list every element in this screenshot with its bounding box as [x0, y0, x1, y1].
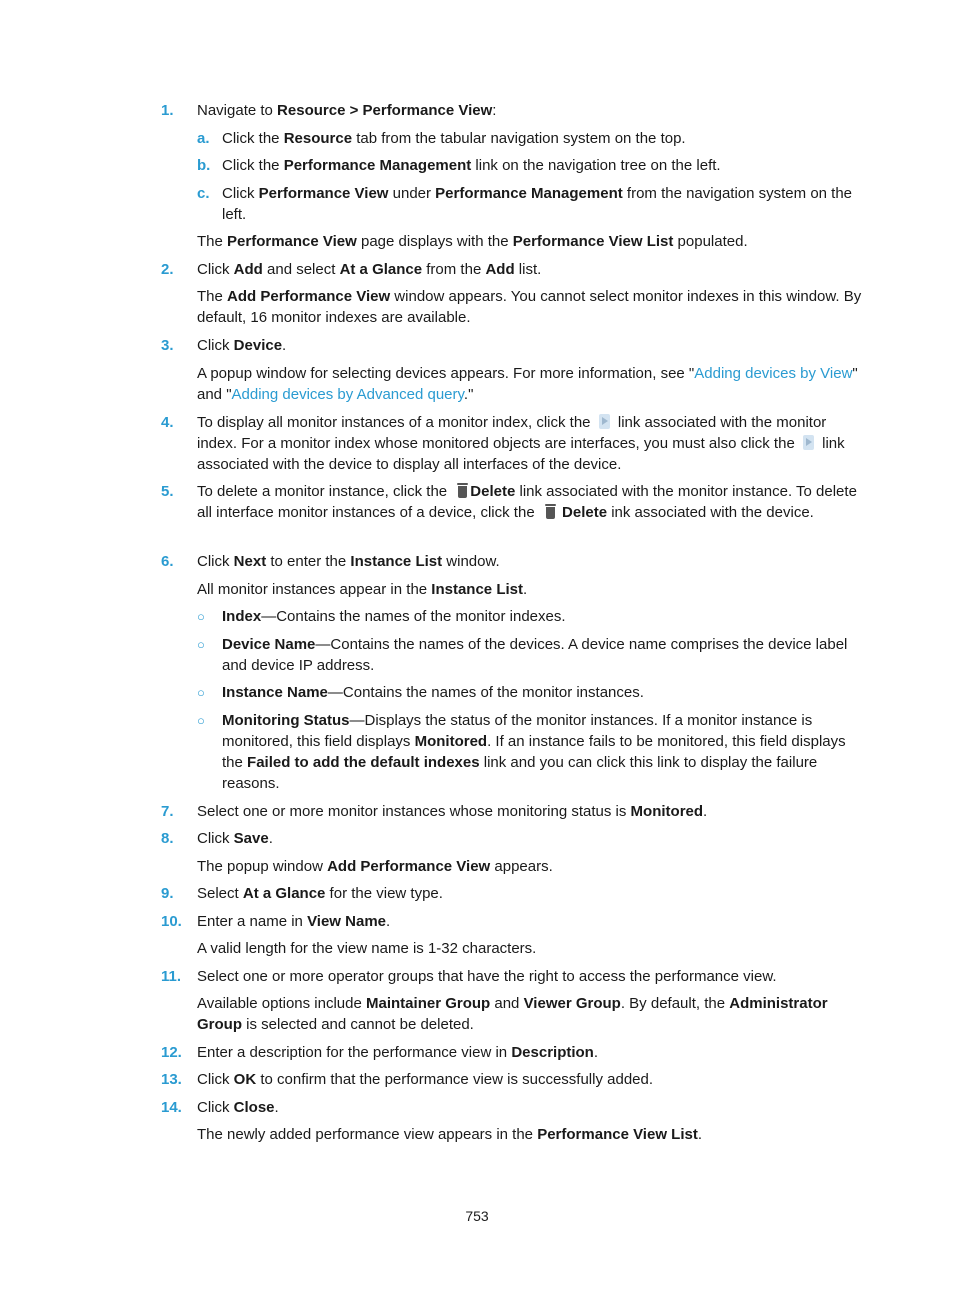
step-text: Enter a description for the performance view in Description. [197, 1044, 599, 1061]
substep-text: Click the Resource tab from the tabular navigation system on the top. [222, 130, 686, 147]
bullet-text: Index—Contains the names of the monitor indexes. [222, 608, 566, 625]
step-text: Navigate to Resource > Performance View: [197, 102, 497, 119]
link-adding-devices-by-view[interactable]: Adding devices by View [694, 365, 853, 382]
step-number: 8. [161, 830, 174, 847]
step-text: Click Next to enter the Instance List window. [197, 553, 500, 570]
substep-letter: b. [197, 157, 211, 174]
step-text: Click Device. [197, 337, 287, 354]
step-number: 4. [161, 414, 174, 431]
step-number: 2. [161, 261, 174, 278]
step-number: 9. [161, 885, 174, 902]
step-number: 11. [161, 968, 182, 985]
step-text: To display all monitor instances of a monitor index, click the link associated with the monitor index. For a monitor index whose monitored objects are interfaces, you must also click the link associated with the device to display all interfaces of the device. [197, 414, 845, 473]
note-text: All monitor instances appear in the Instance List. [197, 581, 528, 598]
step-text: Click Add and select At a Glance from the Add list. [197, 261, 542, 278]
step-number: 10. [161, 913, 182, 930]
bullet-text: Device Name—Contains the names of the devices. A device name comprises the device label and device IP address. [222, 636, 848, 674]
step-text: Select At a Glance for the view type. [197, 885, 443, 902]
note-text: The Add Performance View window appears. You cannot select monitor indexes in this window. By default, 16 monitor indexes are available. [197, 288, 862, 326]
substep-letter: a. [197, 130, 210, 147]
step-number: 1. [161, 102, 174, 119]
step-text: Select one or more monitor instances whose monitoring status is Monitored. [197, 803, 708, 820]
note-text: Available options include Maintainer Group and Viewer Group. By default, the Administrator Group is selected and cannot be deleted. [197, 995, 828, 1033]
expand-arrow-icon [599, 414, 610, 429]
note-text: The popup window Add Performance View appears. [197, 858, 553, 875]
step-number: 13. [161, 1071, 182, 1088]
step-text: Click Close. [197, 1099, 279, 1116]
bullet-marker: ○ [197, 637, 205, 652]
step-number: 14. [161, 1099, 182, 1116]
note-text: The Performance View page displays with the Performance View List populated. [197, 233, 748, 250]
note-text: The newly added performance view appears in the Performance View List. [197, 1126, 702, 1143]
step-text: Click OK to confirm that the performance view is successfully added. [197, 1071, 654, 1088]
step-text: Select one or more operator groups that have the right to access the performance view. [197, 968, 777, 985]
step-text: To delete a monitor instance, click the Delete link associated with the monitor instance. To delete all interface monitor instances of a device, click the Delete ink associated with the device. [197, 483, 857, 521]
step-number: 3. [161, 337, 174, 354]
substep-text: Click the Performance Management link on the navigation tree on the left. [222, 157, 721, 174]
bullet-marker: ○ [197, 685, 205, 700]
expand-arrow-icon [803, 435, 814, 450]
bullet-text: Monitoring Status—Displays the status of the monitor instances. If a monitor instance is monitored, this field displays Monitored. If an instance fails to be monitored, this field displays the Failed to add the default indexes link and you can click this link to display the failure reasons. [222, 712, 846, 792]
step-number: 5. [161, 483, 174, 500]
note-text: A valid length for the view name is 1-32 characters. [197, 940, 537, 957]
trash-icon [545, 504, 556, 519]
link-adding-devices-by-advanced-query[interactable]: Adding devices by Advanced query [231, 386, 464, 403]
trash-icon [457, 483, 468, 498]
substep-text: Click Performance View under Performance Management from the navigation system on the left. [222, 185, 853, 223]
step-text: Click Save. [197, 830, 273, 847]
bullet-text: Instance Name—Contains the names of the monitor instances. [222, 684, 644, 701]
bullet-marker: ○ [197, 609, 205, 624]
bullet-marker: ○ [197, 713, 205, 728]
step-number: 7. [161, 803, 174, 820]
note-text: A popup window for selecting devices appears. For more information, see "Adding devices by View" and "Adding devices by Advanced query." [197, 365, 858, 403]
step-number: 6. [161, 553, 174, 570]
page-number: 753 [465, 1208, 489, 1224]
substep-letter: c. [197, 185, 210, 202]
step-text: Enter a name in View Name. [197, 913, 391, 930]
step-number: 12. [161, 1044, 182, 1061]
